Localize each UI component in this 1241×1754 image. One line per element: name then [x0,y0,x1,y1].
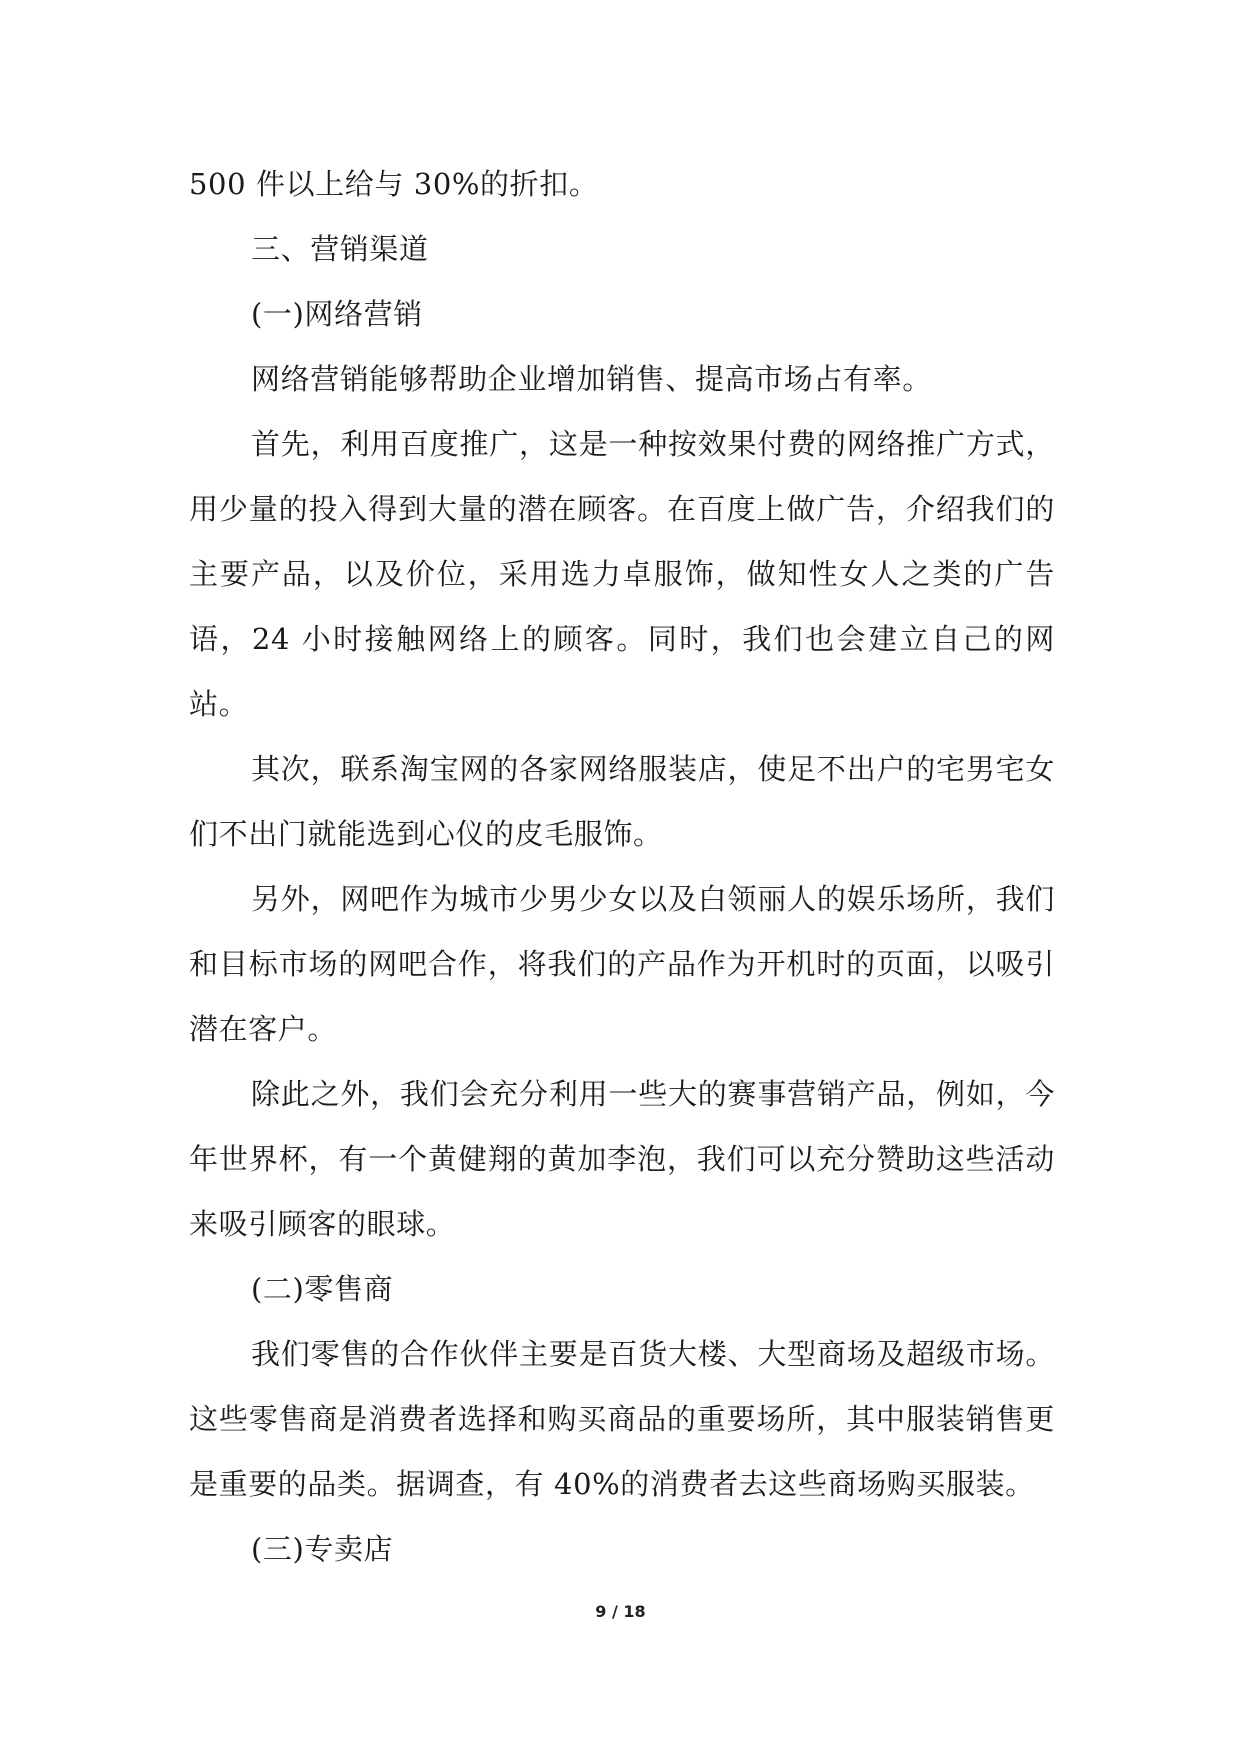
subheading-specialty-stores: (三)专卖店 [251,1532,394,1566]
page-content [189,152,1055,1582]
paragraph-taobao-stores: 其次，联系淘宝网的各家网络服装店，使足不出户的宅男宅女们不出门就能选到心仪的皮毛服饰。 [189,752,1055,851]
heading-marketing-channels: 三、营销渠道 [251,232,429,266]
paragraph-event-marketing: 除此之外，我们会充分利用一些大的赛事营销产品，例如，今年世界杯，有一个黄健翔的黄加李泡，我们可以充分赞助这些活动来吸引顾客的眼球。 [189,1077,1055,1241]
paragraph-online-intro: 网络营销能够帮助企业增加销售、提高市场占有率。 [251,362,932,396]
paragraph-discount-tail: 500 件以上给与 30%的折扣。 [189,167,599,201]
paragraph-baidu-promotion: 首先，利用百度推广，这是一种按效果付费的网络推广方式，用少量的投入得到大量的潜在顾客。在百度上做广告，介绍我们的主要产品，以及价位，采用选力卓服饰，做知性女人之类的广告语，24 小时接触网络上的顾客。同时，我们也会建立自己的网站。 [189,427,1055,721]
subheading-online-marketing: (一)网络营销 [251,297,423,331]
subheading-retailers: (二)零售商 [251,1272,394,1306]
paragraph-internet-cafes: 另外，网吧作为城市少男少女以及白领丽人的娱乐场所，我们和目标市场的网吧合作，将我们的产品作为开机时的页面，以吸引潜在客户。 [189,882,1055,1046]
page-number: 9 / 18 [595,1602,646,1621]
paragraph-retail-partners: 我们零售的合作伙伴主要是百货大楼、大型商场及超级市场。这些零售商是消费者选择和购买商品的重要场所，其中服装销售更是重要的品类。据调查，有 40%的消费者去这些商场购买服装。 [189,1337,1055,1501]
